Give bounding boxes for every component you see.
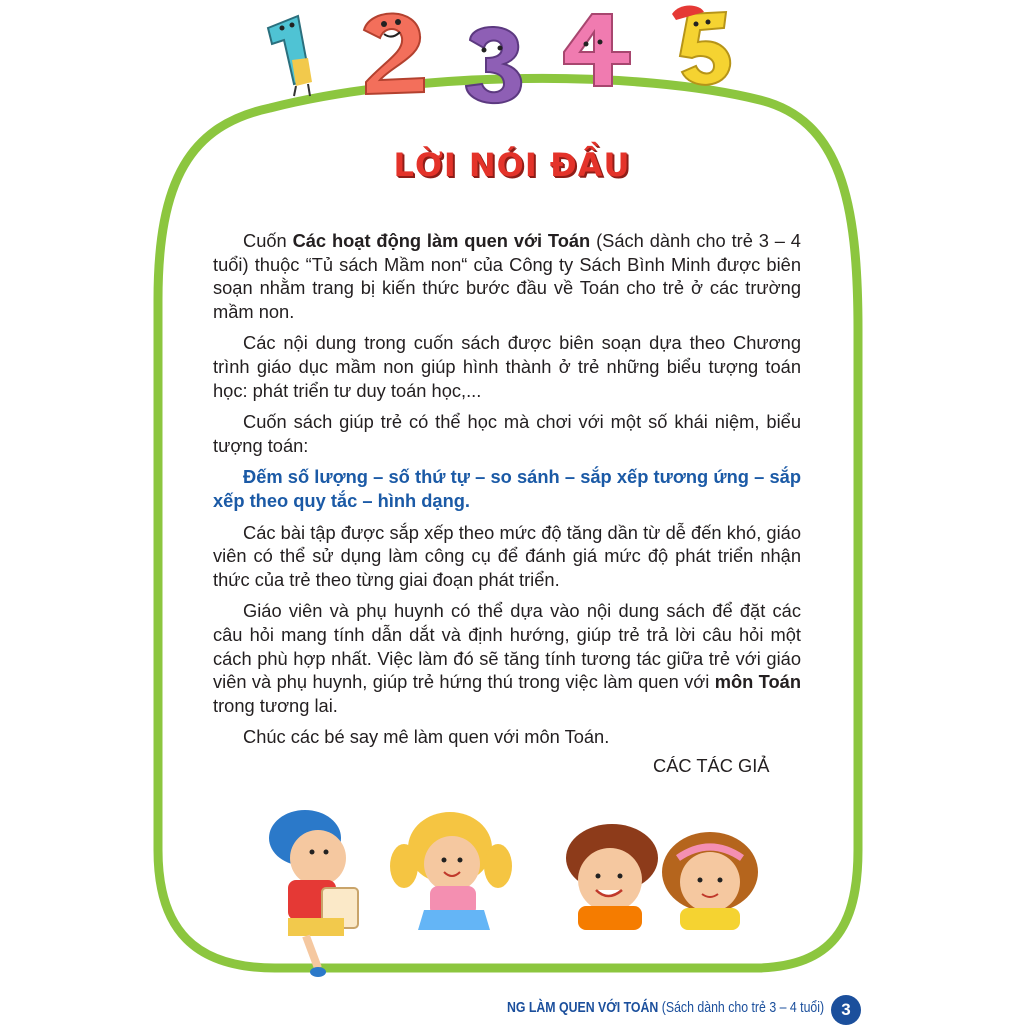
number-two-character (364, 13, 424, 94)
footer-book-title: NG LÀM QUEN VỚI TOÁN (506, 1000, 659, 1016)
paragraph-7: Chúc các bé say mê làm quen với môn Toán. (243, 726, 610, 748)
number-three-character (466, 27, 521, 103)
paragraph-3: Cuốn sách giúp trẻ có thể học mà chơi với một số khái niệm, biểu tượng toán: (213, 411, 801, 456)
running-footer (507, 1000, 824, 1016)
number-one-character (268, 16, 312, 96)
book-title-bold: Các hoạt động làm quen với Toán (292, 230, 591, 251)
page-number: 3 (831, 995, 861, 1025)
footer-subtitle: (Sách dành cho trẻ 3 – 4 tuổi) (658, 1000, 824, 1016)
paragraph-6: Giáo viên và phụ huynh có thể dựa vào nội dung sách để đặt các câu hỏi mang tính dẫn dắt và định hướng, giúp trẻ trả lời câu hỏi một cách phù hợp nhất. Việc làm đó sẽ tăng tính tương tác giữa trẻ với giáo viên và phụ huynh, giúp trẻ hứng thú trong việc làm quen với môn Toán trong tương lai. (213, 600, 801, 716)
signature: CÁC TÁC GIẢ (653, 755, 770, 776)
highlight-paragraph: Đếm số lượng – số thứ tự – so sánh – sắp xếp tương ứng – sắp xếp theo quy tắc – hình dạng. (213, 466, 801, 511)
paragraph-2: Các nội dung trong cuốn sách được biên soạn dựa theo Chương trình giáo dục mầm non giúp hình thành ở trẻ những biểu tượng toán học: phát triển tư duy toán học,... (213, 332, 801, 401)
paragraph-1: Cuốn Các hoạt động làm quen với Toán (Sách dành cho trẻ 3 – 4 tuổi) thuộc “Tủ sách Mầm non“ của Công ty Sách Bình Minh được biên soạn nhằm trang bị kiến thức bước đầu về Toán cho trẻ ở các trường mầm non. (213, 230, 801, 322)
subject-bold: môn Toán (714, 671, 801, 693)
page-title: LỜI NÓI ĐẦU (393, 146, 631, 184)
number-five-character (672, 6, 730, 85)
preface-body (213, 229, 801, 757)
paragraph-5: Các bài tập được sắp xếp theo mức độ tăng dần từ dễ đến khó, giáo viên có thể sử dụng làm công cụ để đánh giá mức độ phát triển nhận thức của trẻ theo từng giai đoạn phát triển. (213, 521, 801, 590)
